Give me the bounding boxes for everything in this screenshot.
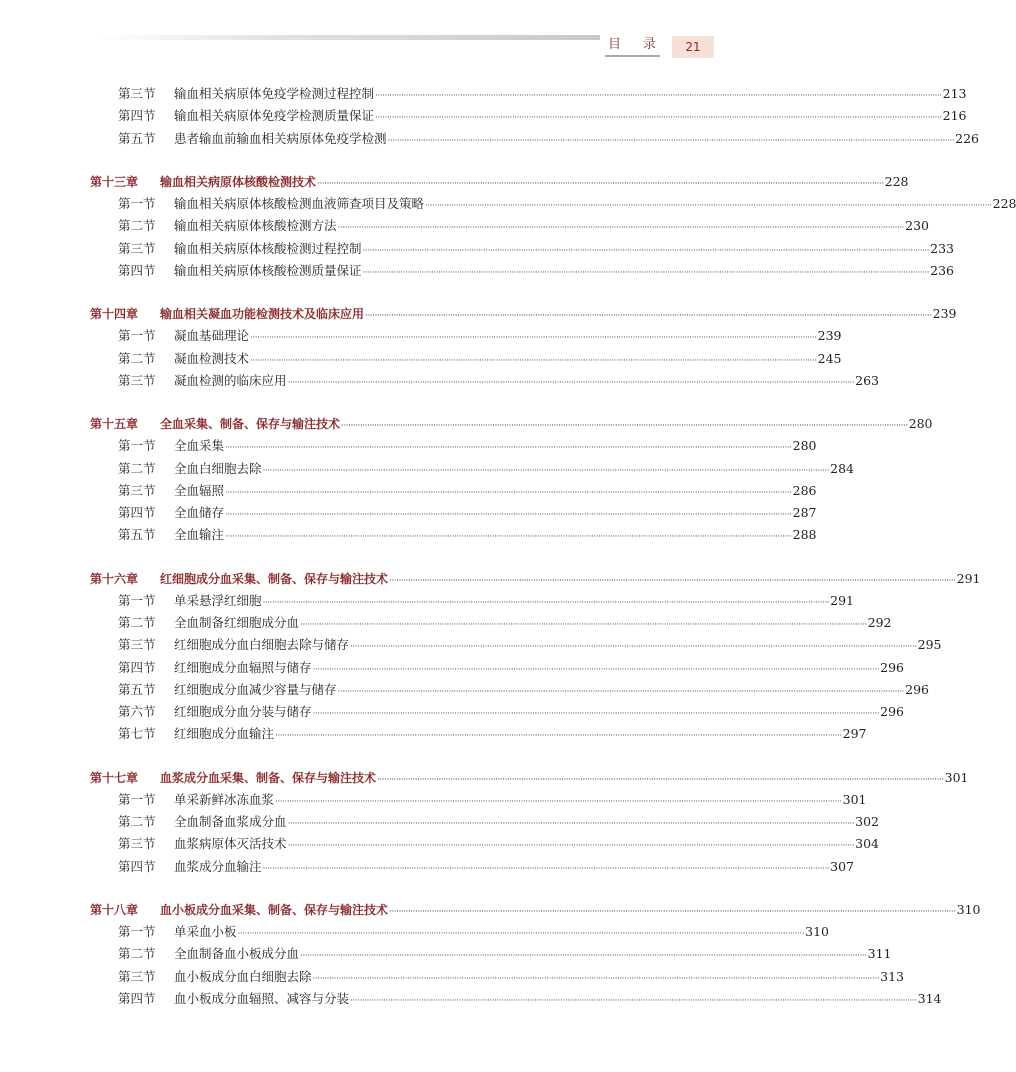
chapter-page-number: 301: [944, 769, 969, 785]
section-page-number: 310: [805, 924, 829, 939]
section-page-number: 292: [867, 615, 892, 630]
section-title: 血小板成分血辐照、减容与分装: [174, 990, 350, 1006]
toc-section-entry[interactable]: [118, 658, 904, 678]
dot-leader: ················································································································································································································································: [262, 597, 830, 608]
section-title: 血浆病原体灭活技术: [174, 836, 287, 852]
dot-leader: ················································································································································································································································: [250, 333, 817, 344]
section-number: 第一节: [118, 438, 156, 454]
section-page-number: 213: [942, 86, 967, 101]
dot-leader: ················································································································································································································································: [341, 421, 908, 431]
section-page-number: 295: [917, 637, 942, 653]
section-page-number: 284: [830, 460, 854, 476]
section-title: 红细胞成分血输注: [174, 726, 275, 742]
section-title: 红细胞成分血分装与储存: [174, 704, 312, 719]
chapter-number: 第十七章: [90, 770, 139, 785]
section-page-number: 245: [817, 350, 842, 366]
toc-section-entry[interactable]: [118, 84, 967, 104]
section-title: 全血白细胞去除: [174, 460, 262, 476]
section-page-number: 302: [855, 814, 879, 829]
section-number: 第二节: [118, 814, 156, 829]
section-title: 患者输血前输血相关病原体免疫学检测: [174, 130, 387, 146]
chapter-title: 全血采集、制备、保存与输注技术: [160, 417, 341, 431]
section-title: 单采新鲜冰冻血浆: [174, 791, 275, 807]
toc-chapter-entry[interactable]: [90, 900, 981, 920]
toc-section-entry[interactable]: [118, 834, 879, 854]
toc-section-entry[interactable]: [118, 216, 929, 236]
section-page-number: 314: [917, 990, 942, 1006]
chapter-page-number: 291: [956, 570, 981, 586]
dot-leader: ················································································································································································································································: [362, 245, 930, 256]
section-number: 第二节: [118, 460, 156, 476]
section-number: 第二节: [118, 218, 156, 234]
chapter-title: 红细胞成分血采集、制备、保存与输注技术: [160, 571, 389, 586]
dot-leader: ················································································································································································································································: [350, 642, 917, 653]
dot-leader: ················································································································································································································································: [275, 796, 842, 807]
dot-leader: ················································································································································································································································: [287, 819, 855, 829]
toc-chapter-entry[interactable]: [90, 304, 957, 324]
section-number: 第四节: [118, 990, 156, 1006]
chapter-number: 第十六章: [90, 571, 139, 586]
chapter-title: 血小板成分血采集、制备、保存与输注技术: [160, 902, 389, 917]
chapter-number: 第十八章: [90, 902, 139, 917]
section-title: 输血相关病原体核酸检测方法: [174, 218, 337, 234]
section-page-number: 288: [792, 527, 817, 543]
section-number: 第五节: [118, 130, 156, 146]
toc-section-entry[interactable]: [118, 239, 954, 259]
toc-section-entry[interactable]: [118, 371, 879, 391]
dot-leader: ················································································································································································································································: [365, 311, 932, 321]
section-page-number: 286: [792, 482, 817, 498]
section-title: 凝血基础理论: [174, 328, 250, 344]
chapter-page-number: 280: [908, 416, 933, 431]
section-title: 输血相关病原体核酸检测血液筛查项目及策略: [174, 196, 425, 211]
toc-section-entry[interactable]: [118, 989, 942, 1009]
dot-leader: ················································································································································································································································: [377, 774, 944, 785]
dot-leader: ················································································································································································································································: [300, 620, 867, 630]
section-number: 第四节: [118, 505, 156, 520]
section-number: 第一节: [118, 196, 156, 211]
dot-leader: ················································································································································································································································: [317, 178, 884, 189]
dot-leader: ················································································································································································································································: [225, 532, 792, 543]
section-title: 全血辐照: [174, 482, 225, 498]
toc-chapter-entry[interactable]: [90, 172, 909, 192]
section-number: 第四节: [118, 858, 156, 874]
toc-section-entry[interactable]: [118, 812, 879, 832]
toc-section-entry[interactable]: [118, 436, 817, 456]
section-number: 第三节: [118, 86, 156, 101]
section-title: 全血制备血浆成分血: [174, 814, 287, 829]
dot-leader: ················································································································································································································································: [350, 995, 917, 1006]
section-number: 第一节: [118, 328, 156, 344]
dot-leader: ················································································································································································································································: [262, 465, 830, 476]
section-number: 第二节: [118, 615, 156, 630]
toc-section-entry[interactable]: [118, 790, 867, 810]
toc-section-entry[interactable]: [118, 525, 817, 545]
page-number-badge: 21: [672, 36, 714, 58]
dot-leader: ················································································································································································································································: [312, 973, 880, 984]
toc-section-entry[interactable]: [118, 967, 904, 987]
section-title: 全血采集: [174, 438, 225, 454]
toc-section-entry[interactable]: [118, 129, 979, 149]
chapter-page-number: 228: [884, 173, 909, 189]
section-page-number: 280: [792, 438, 817, 454]
section-page-number: 311: [867, 946, 892, 962]
section-page-number: 313: [880, 968, 904, 984]
section-title: 全血制备红细胞成分血: [174, 615, 300, 630]
dot-leader: ················································································································································································································································: [225, 487, 792, 498]
chapter-page-number: 239: [932, 306, 957, 321]
dot-leader: ················································································································································································································································: [287, 841, 855, 852]
toc-section-entry[interactable]: [118, 481, 817, 501]
section-number: 第三节: [118, 482, 156, 498]
toc-section-entry[interactable]: [118, 724, 867, 744]
chapter-title: 输血相关凝血功能检测技术及临床应用: [160, 307, 365, 321]
section-title: 输血相关病原体核酸检测过程控制: [174, 240, 362, 256]
section-number: 第三节: [118, 836, 156, 852]
section-title: 输血相关病原体核酸检测质量保证: [174, 262, 362, 278]
toc-section-entry[interactable]: [118, 459, 854, 479]
section-page-number: 239: [817, 328, 842, 344]
section-title: 血浆成分血输注: [174, 858, 262, 874]
dot-leader: ················································································································································································································································: [312, 664, 880, 675]
section-number: 第二节: [118, 946, 156, 962]
toc-section-entry[interactable]: [118, 194, 1016, 214]
toc-section-entry[interactable]: [118, 503, 817, 523]
toc-section-entry[interactable]: [118, 680, 929, 700]
section-page-number: 291: [830, 592, 854, 608]
section-page-number: 216: [942, 108, 967, 124]
section-title: 单采悬浮红细胞: [174, 592, 262, 608]
section-page-number: 301: [842, 791, 867, 807]
toc-section-entry[interactable]: [118, 326, 842, 346]
dot-leader: ················································································································································································································································: [375, 113, 942, 124]
dot-leader: ················································································································································································································································: [362, 267, 930, 278]
section-title: 红细胞成分血减少容量与储存: [174, 681, 337, 697]
dot-leader: ················································································································································································································································: [425, 201, 992, 211]
toc-section-entry[interactable]: [118, 613, 892, 633]
toc-section-entry[interactable]: [118, 702, 904, 722]
section-page-number: 263: [855, 372, 879, 388]
dot-leader: ················································································································································································································································: [250, 355, 817, 366]
section-number: 第四节: [118, 262, 156, 278]
section-page-number: 297: [842, 726, 867, 742]
section-number: 第四节: [118, 108, 156, 124]
toc-section-entry[interactable]: [118, 922, 829, 942]
section-number: 第七节: [118, 726, 156, 742]
section-page-number: 304: [855, 836, 879, 852]
dot-leader: ················································································································································································································································: [389, 906, 956, 917]
chapter-title: 输血相关病原体核酸检测技术: [160, 174, 317, 189]
section-number: 第三节: [118, 968, 156, 984]
section-page-number: 236: [930, 262, 954, 278]
dot-leader: ················································································································································································································································: [387, 135, 955, 146]
section-page-number: 307: [830, 858, 854, 874]
chapter-title: 血浆成分血采集、制备、保存与输注技术: [160, 770, 377, 785]
dot-leader: ················································································································································································································································: [337, 686, 905, 697]
section-number: 第一节: [118, 592, 156, 608]
section-title: 单采血小板: [174, 924, 237, 939]
dot-leader: ················································································································································································································································: [300, 951, 867, 962]
dot-leader: ················································································································································································································································: [389, 575, 956, 586]
toc-section-entry[interactable]: [118, 944, 892, 964]
section-number: 第一节: [118, 791, 156, 807]
header-title-left: 目: [608, 37, 622, 52]
section-number: 第三节: [118, 240, 156, 256]
section-title: 全血储存: [174, 505, 225, 520]
toc-chapter-entry[interactable]: [90, 768, 969, 788]
section-title: 红细胞成分血白细胞去除与储存: [174, 637, 350, 653]
section-title: 凝血检测的临床应用: [174, 372, 287, 388]
dot-leader: ················································································································································································································································: [337, 223, 905, 234]
toc-chapter-entry[interactable]: [90, 414, 933, 434]
section-number: 第三节: [118, 637, 156, 653]
section-number: 第三节: [118, 372, 156, 388]
toc-section-entry[interactable]: [118, 591, 854, 611]
toc-section-entry[interactable]: [118, 349, 842, 369]
section-title: 凝血检测技术: [174, 350, 250, 366]
section-title: 输血相关病原体免疫学检测过程控制: [174, 86, 375, 101]
dot-leader: ················································································································································································································································: [262, 863, 830, 874]
dot-leader: ················································································································································································································································: [225, 510, 792, 520]
dot-leader: ················································································································································································································································: [237, 929, 805, 939]
section-title: 全血输注: [174, 527, 225, 543]
toc-section-entry[interactable]: [118, 635, 942, 655]
section-number: 第一节: [118, 924, 156, 939]
toc-section-entry[interactable]: [118, 857, 854, 877]
section-page-number: 233: [930, 240, 954, 256]
section-title: 血小板成分血白细胞去除: [174, 968, 312, 984]
section-page-number: 296: [880, 659, 904, 675]
toc-chapter-entry[interactable]: [90, 569, 981, 589]
section-page-number: 296: [905, 681, 929, 697]
dot-leader: ················································································································································································································································: [225, 443, 792, 454]
toc-section-entry[interactable]: [118, 106, 967, 126]
dot-leader: ················································································································································································································································: [375, 91, 942, 101]
dot-leader: ················································································································································································································································: [287, 377, 855, 388]
section-page-number: 230: [905, 218, 929, 234]
section-title: 输血相关病原体免疫学检测质量保证: [174, 108, 375, 124]
section-page-number: 226: [955, 130, 979, 146]
chapter-number: 第十五章: [90, 417, 139, 431]
section-number: 第五节: [118, 527, 156, 543]
chapter-number: 第十三章: [90, 174, 139, 189]
toc-section-entry[interactable]: [118, 261, 954, 281]
header-title-right: 录: [643, 37, 657, 52]
section-number: 第二节: [118, 350, 156, 366]
section-page-number: 228: [992, 196, 1016, 211]
section-page-number: 296: [880, 704, 904, 719]
section-title: 红细胞成分血辐照与储存: [174, 659, 312, 675]
section-number: 第五节: [118, 681, 156, 697]
chapter-number: 第十四章: [90, 307, 139, 321]
section-page-number: 287: [792, 505, 817, 520]
section-number: 第四节: [118, 659, 156, 675]
dot-leader: ················································································································································································································································: [275, 731, 842, 742]
section-title: 全血制备血小板成分血: [174, 946, 300, 962]
section-number: 第六节: [118, 704, 156, 719]
dot-leader: ················································································································································································································································: [312, 709, 880, 719]
chapter-page-number: 310: [956, 901, 981, 917]
